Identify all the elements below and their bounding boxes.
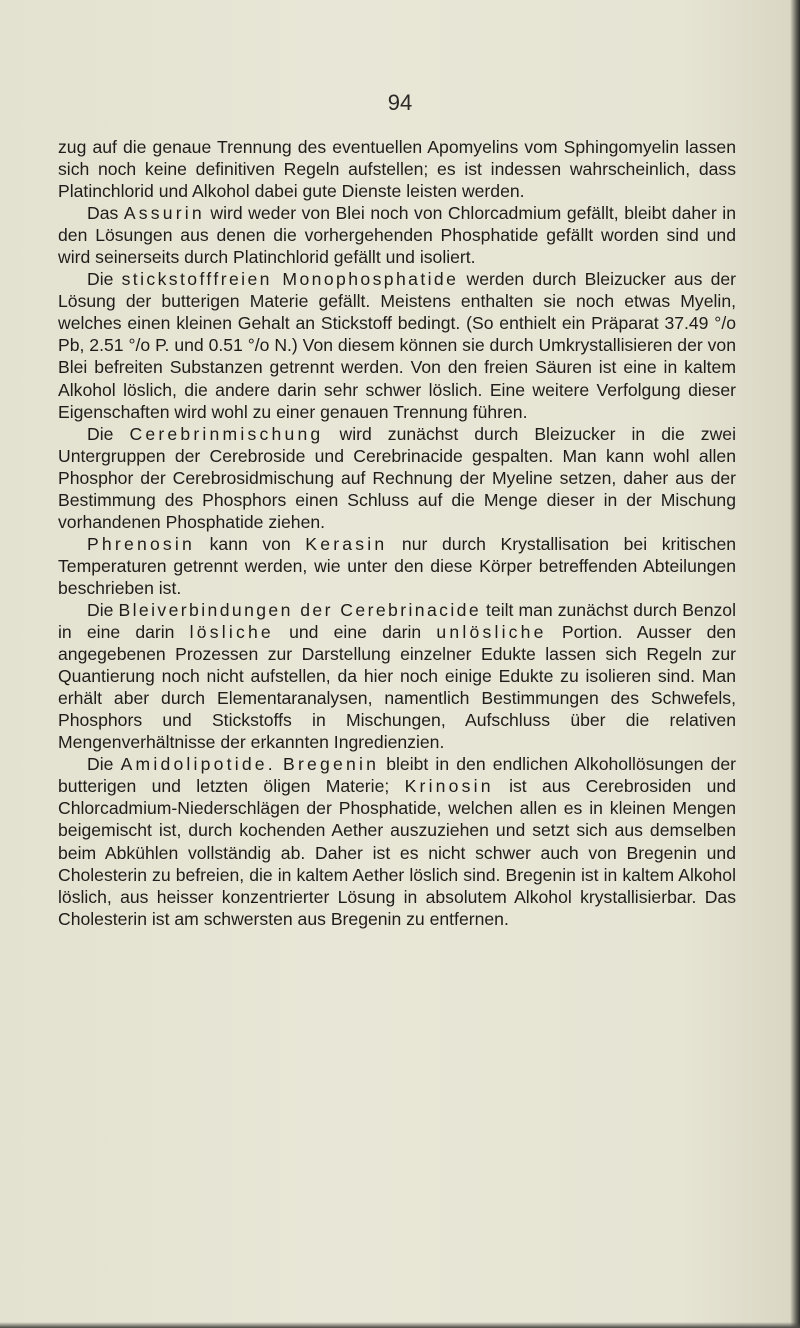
spaced-term: lösliche (189, 622, 274, 643)
paragraph (58, 599, 736, 753)
text-run (276, 754, 283, 774)
paragraph (58, 423, 736, 533)
spaced-term: Kerasin (305, 533, 388, 554)
text-run: kann von (195, 533, 306, 554)
text-run: werden durch Bleizucker aus der Lösung der butterigen Materie gefällt. Meistens enthalten sie noch etwas Myelin, welches einen kleinen Gehalt an Stickstoff bedingt. (So enthielt ein Präparat 37.49 °/o Pb, 2.51 °/o P. und 0.51 °/o N.) Von diesem können sie durch Umkrystallisieren der von Blei befreiten Substanzen getrennt werden. Von den freien Säuren ist eine in kaltem Alkohol löslich, die andere darin sehr schwer löslich. Eine weitere Verfolgung dieser Eigenschaften wird wohl zu einer genauen Trennung führen. (58, 269, 736, 422)
page-number: 94 (387, 90, 413, 115)
text-run: Die (87, 754, 121, 775)
text-run: und eine darin (273, 622, 437, 643)
page-bottom-shadow (0, 1322, 800, 1328)
paragraph (58, 268, 736, 422)
paragraph (58, 753, 736, 929)
text-run: Portion. Ausser den angegebenen Prozessen zur Darstellung einzelner Edukte lassen sich Regeln zur Quantierung noch nicht aufstellen, da hier noch einige Edukte zu isolieren sind. Man erhält aber durch Elementaranalysen, namentlich Bestimmungen des Schwefels, Phosphors und Stickstoffs in Mischungen, Aufschluss über die relativen Mengenverhältnisse der erkannten Ingredienzien. (58, 622, 736, 753)
spaced-term: stickstofffreien Monophosphatide (121, 269, 459, 290)
paragraph (58, 202, 736, 268)
text-run: Die (87, 423, 130, 444)
spaced-term: Cerebrinmischung (129, 423, 324, 444)
text-run: Das (87, 203, 124, 224)
text-run: ist aus Cerebrosiden und Chlorcadmium-Niederschlägen der Phosphatide, welchen allen es in kleinen Mengen beigemischt ist, durch kochenden Aether auszuziehen und setzt sich aus demselben beim Abkühlen vollständig ab. Daher ist es nicht schwer auch von Bregenin und Cholesterin zu befreien, die in kaltem Aether löslich sind. Bregenin ist in kaltem Alkohol löslich, aus heisser konzentrierter Lösung in absolutem Alkohol krystallisierbar. Das Cholesterin ist am schwersten aus Bregenin zu entfernen. (58, 776, 736, 929)
text-run: bleibt in den endlichen Alkohollösungen der butterigen und letzten öligen Materie; (58, 754, 736, 797)
text-run: wird zunächst durch Bleizucker in die zwei Untergruppen der Cerebroside und Cerebrinacide gespalten. Man kann wohl allen Phosphor der Cerebrosidmischung auf Rechnung der Myeline setzen, daher aus der Bestimmung des Phosphors einen Schluss auf die Menge dieser in der Mischung vorhandenen Phosphatide ziehen. (58, 423, 736, 532)
page-edge-shadow (790, 0, 800, 1328)
spaced-term: Krinosin (404, 776, 494, 797)
text-run: Die (87, 269, 122, 290)
text-run: teilt man zunächst durch Benzol in eine darin (58, 599, 736, 643)
spaced-term: Bleiverbindungen der Cerebrinacide (118, 599, 482, 620)
spaced-term: Amidolipotide. (120, 754, 276, 775)
paragraph (58, 136, 736, 202)
text-run: zug auf die genaue Trennung des eventuellen Apomyelins vom Sphingomyelin lassen sich noch keine definitiven Regeln aufstellen; es ist indessen wahrscheinlich, dass Platinchlorid und Alkohol dabei gute Dienste leisten werden. (58, 137, 736, 202)
text-run: nur durch Krystallisation bei kritischen Temperaturen getrennt werden, wie unter den diese Körper betreffenden Abteilungen beschrieben ist. (58, 533, 737, 598)
paragraph (58, 533, 736, 599)
spaced-term: unlösliche (436, 622, 547, 643)
text-run: wird weder von Blei noch von Chlorcadmium gefällt, bleibt daher in den Lösungen aus denen die vorhergehenden Phosphatide gefällt worden sind und wird seinerseits durch Platinchlorid gefällt und isoliert. (58, 203, 736, 268)
text-run: Die (87, 599, 119, 620)
body-text (58, 136, 736, 930)
spaced-term: Assurin (123, 203, 205, 224)
spaced-term: Phrenosin (87, 533, 196, 554)
spaced-term: Bregenin (283, 754, 380, 775)
